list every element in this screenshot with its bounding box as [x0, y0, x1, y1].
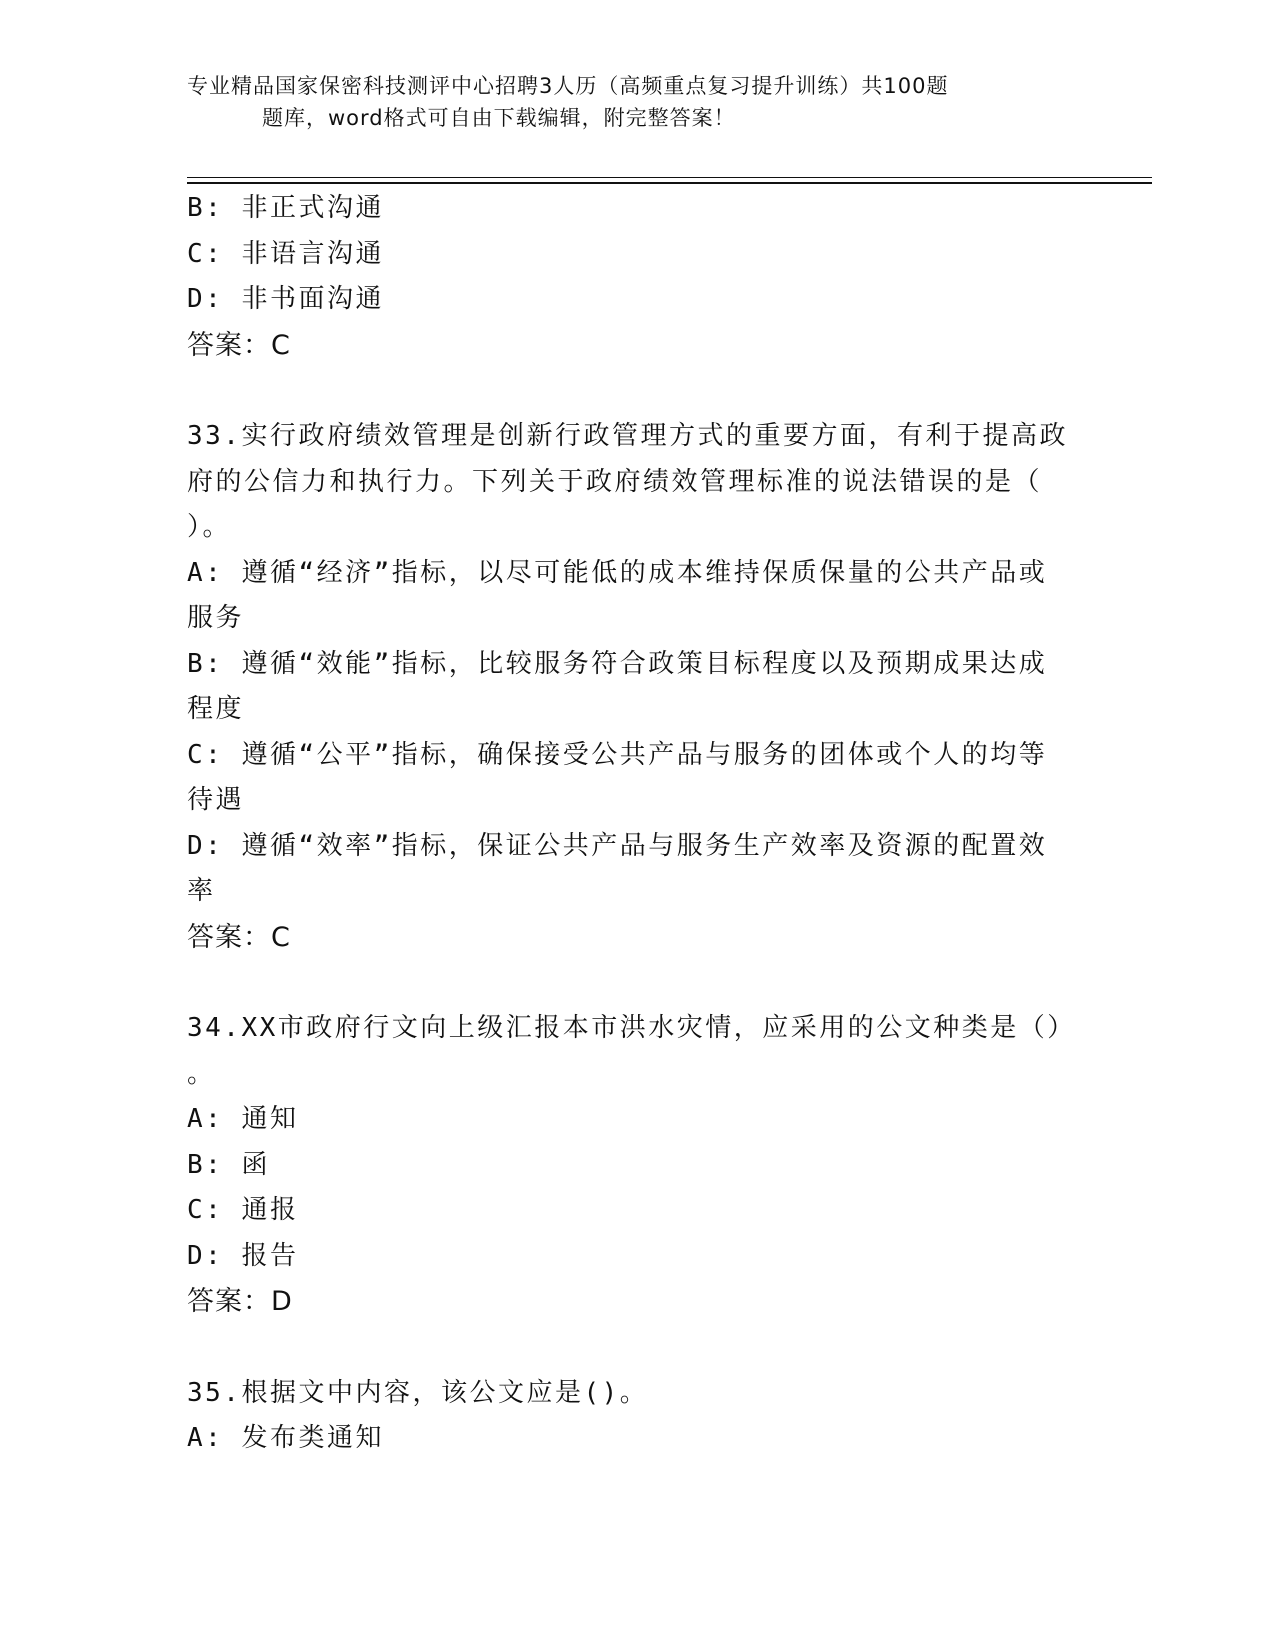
q33-answer: 答案：C	[187, 921, 291, 953]
header-rule-thin	[187, 177, 1152, 178]
document-header	[0, 70, 1275, 134]
q33-option-c: C: 遵循“公平”指标，确保接受公共产品与服务的团体或个人的均等	[187, 739, 1048, 770]
q34-stem: 34.XX市政府行文向上级汇报本市洪水灾情，应采用的公文种类是（）	[187, 1013, 1076, 1043]
q33-stem: 33.实行政府绩效管理是创新行政管理方式的重要方面，有利于提高政	[187, 421, 1068, 451]
q33-stem: 府的公信力和执行力。下列关于政府绩效管理标准的说法错误的是（	[187, 466, 1043, 497]
q35-option-a: A: 发布类通知	[187, 1423, 384, 1453]
q33-option-d: 率	[187, 876, 216, 906]
q33-option-c: 待遇	[187, 785, 245, 815]
q34-answer: 答案：D	[187, 1286, 293, 1317]
q32-option-d: D: 非书面沟通	[187, 284, 384, 314]
q34-option-b: B: 函	[187, 1149, 270, 1180]
q32-answer: 答案：C	[187, 329, 291, 361]
q32-option-b: B: 非正式沟通	[187, 193, 384, 223]
question-35	[187, 1371, 1087, 1462]
question-list	[187, 186, 1087, 1462]
q33-option-a: 服务	[187, 603, 245, 633]
q34-option-d: D: 报告	[187, 1240, 299, 1271]
question-32-tail	[187, 186, 1087, 368]
q34-option-c: C: 通报	[187, 1195, 299, 1225]
question-34	[187, 1006, 1087, 1325]
header-title-line-2: 题库，word格式可自由下载编辑，附完整答案！	[262, 106, 736, 130]
q34-stem: 。	[187, 1058, 216, 1089]
q33-option-b: B: 遵循“效能”指标，比较服务符合政策目标程度以及预期成果达成	[187, 648, 1048, 679]
q33-stem: ）。	[187, 512, 232, 542]
header-title-line-1: 专业精品国家保密科技测评中心招聘3人历（高频重点复习提升训练）共100题	[187, 74, 949, 98]
q32-option-c: C: 非语言沟通	[187, 238, 384, 269]
q35-stem: 35.根据文中内容，该公文应是()。	[187, 1377, 649, 1408]
header-rule-thick	[187, 182, 1152, 184]
question-33	[187, 414, 1087, 960]
q33-option-d: D: 遵循“效率”指标，保证公共产品与服务生产效率及资源的配置效	[187, 830, 1048, 861]
q33-option-a: A: 遵循“经济”指标，以尽可能低的成本维持保质保量的公共产品或	[187, 557, 1048, 588]
q33-option-b: 程度	[187, 694, 245, 724]
q34-option-a: A: 通知	[187, 1104, 299, 1134]
